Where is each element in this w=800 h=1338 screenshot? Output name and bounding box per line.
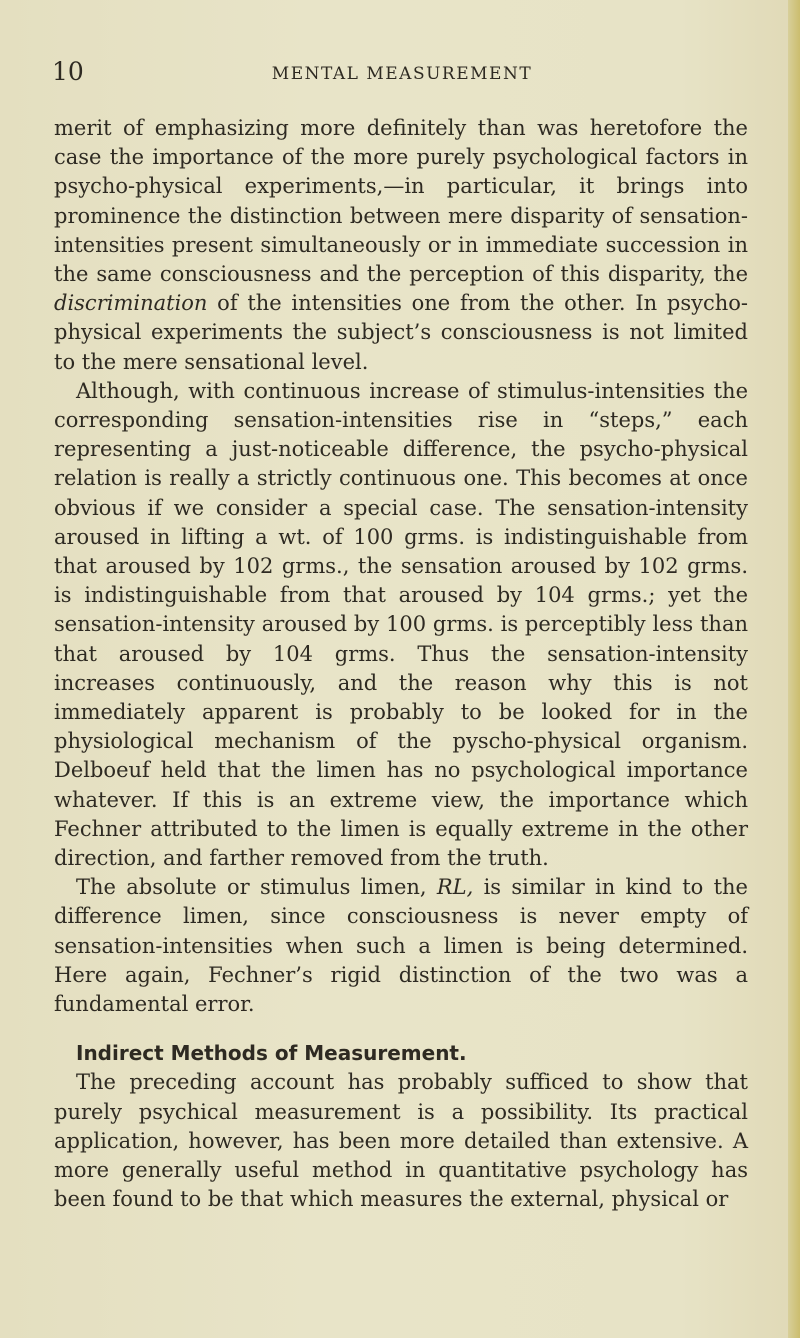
page-header	[52, 58, 752, 92]
page-number: 10	[52, 57, 84, 86]
paragraph-1-text-b: of the intensities one from the other. In psycho-physical experiments the subject’s consciousness is not limited to the mere sensational level.	[54, 291, 748, 374]
paragraph-2: Although, with continuous increase of stimulus-intensities the corresponding sensation-intensities rise in “steps,” each representing a just-noticeable difference, the psycho-physical relation is really a strictly continuous one. This becomes at once obvious if we consider a special case. The sensation-intensity aroused in lifting a wt. of 100 grms. is indistinguishable from that aroused by 102 grms., the sensation aroused by 102 grms. is indistinguishable from that aroused by 104 grms.; yet the sensation-intensity aroused by 100 grms. is perceptibly less than that aroused by 104 grms. Thus the sensation-intensity increases continuously, and the reason why this is not immediately apparent is probably to be looked for in the physiological mechanism of the pyscho-physical organism. Delboeuf held that the limen has no psychological importance whatever. If this is an extreme view, the importance which Fechner attributed to the limen is equally extreme in the other direction, and farther removed from the truth.	[54, 378, 748, 871]
page-edge	[788, 0, 800, 1338]
body-text	[54, 114, 748, 1214]
paragraph-3-text-b: is similar in kind to the difference limen, since consciousness is never empty of sensation-intensities when such a limen is being determined. Here again, Fechner’s rigid distinction of the two was a fundamental error.	[54, 875, 748, 1017]
paragraph-1-emphasis: discrimination	[54, 291, 208, 316]
paragraph-1	[54, 114, 748, 377]
running-head: MENTAL MEASUREMENT	[271, 64, 533, 84]
paragraph-3-text-a: The absolute or stimulus limen,	[76, 875, 437, 900]
paragraph-3	[54, 873, 748, 1019]
paragraph-1-text-a: merit of emphasizing more definitely than was heretofore the case the importance of the more purely psychological factors in psycho-physical experiments,—in particular, it brings into prominence the distinction between mere disparity of sensation-intensities present simultaneously or in immediate succession in the same consciousness and the perception of this disparity, the	[54, 116, 748, 287]
section-paragraph: The preceding account has probably sufficed to show that purely psychical measurement is a possibility. Its practical application, however, has been more detailed than extensive. A more generally useful method in quantitative psychology has been found to be that which measures the external, physical or	[54, 1070, 748, 1212]
section-heading: Indirect Methods of Measurement.	[76, 1041, 467, 1066]
paragraph-3-emphasis: RL,	[436, 875, 474, 900]
